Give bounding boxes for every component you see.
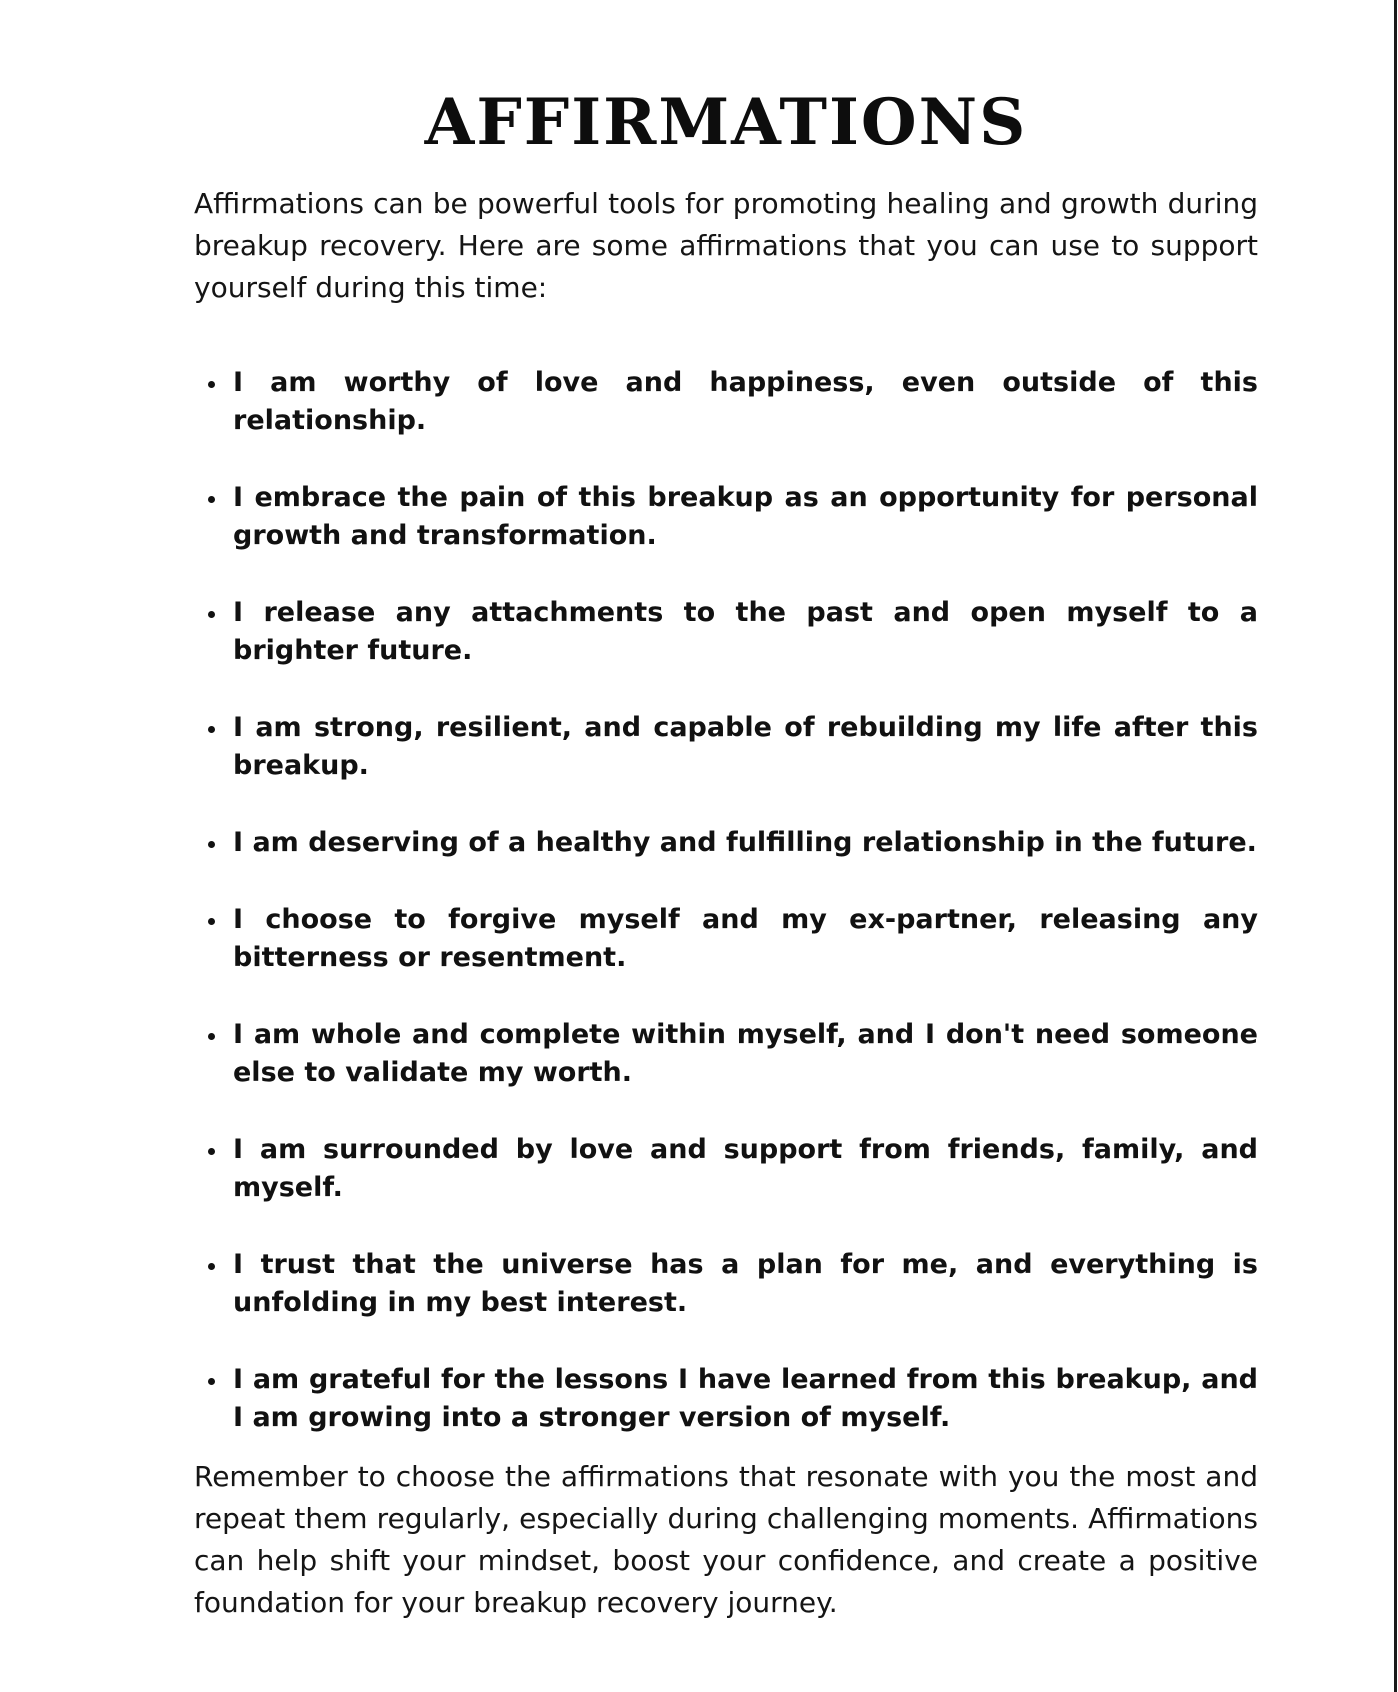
list-item xyxy=(194,1131,1258,1207)
bullet-icon xyxy=(208,611,215,618)
bullet-icon xyxy=(208,1033,215,1040)
list-item xyxy=(194,1246,1258,1322)
bullet-icon xyxy=(208,841,215,848)
affirmation-text: I am grateful for the lessons I have learned from this breakup, and I am growing into a stronger version of myself. xyxy=(233,1364,1258,1433)
list-item xyxy=(194,479,1258,555)
bullet-icon xyxy=(208,1148,215,1155)
affirmation-text: I am deserving of a healthy and fulfilling relationship in the future. xyxy=(233,827,1257,858)
bullet-icon xyxy=(208,726,215,733)
affirmation-text: I trust that the universe has a plan for me, and everything is unfolding in my best interest. xyxy=(233,1249,1258,1318)
list-item xyxy=(194,1016,1258,1092)
affirmation-text: I choose to forgive myself and my ex-partner, releasing any bitterness or resentment. xyxy=(233,904,1258,973)
affirmation-text: I am surrounded by love and support from friends, family, and myself. xyxy=(233,1134,1258,1203)
list-item xyxy=(194,1361,1258,1437)
bullet-icon xyxy=(208,918,215,925)
list-item xyxy=(194,594,1258,670)
closing-paragraph: Remember to choose the affirmations that resonate with you the most and repeat them regularly, especially during challenging moments. Affirmations can help shift your mindset, boost your confidence, and create a positive foundation for your breakup recovery journey. xyxy=(194,1460,1258,1619)
list-item xyxy=(194,824,1258,862)
page-title: AFFIRMATIONS xyxy=(424,85,1028,160)
bullet-icon xyxy=(208,1378,215,1385)
affirmations-list xyxy=(194,364,1258,1476)
affirmation-text: I am worthy of love and happiness, even outside of this relationship. xyxy=(233,367,1258,436)
list-item xyxy=(194,709,1258,785)
bullet-icon xyxy=(208,496,215,503)
affirmation-text: I am strong, resilient, and capable of rebuilding my life after this breakup. xyxy=(233,712,1258,781)
bullet-icon xyxy=(208,1263,215,1270)
affirmation-text: I am whole and complete within myself, and I don't need someone else to validate my worth. xyxy=(233,1019,1258,1088)
bullet-icon xyxy=(208,381,215,388)
affirmation-text: I embrace the pain of this breakup as an opportunity for personal growth and transformation. xyxy=(233,482,1258,551)
affirmation-text: I release any attachments to the past and open myself to a brighter future. xyxy=(233,597,1258,666)
page-edge-line xyxy=(1394,0,1397,1692)
intro-paragraph: Affirmations can be powerful tools for promoting healing and growth during breakup recovery. Here are some affirmations that you can use to support yourself during this time: xyxy=(194,187,1258,304)
list-item xyxy=(194,901,1258,977)
list-item xyxy=(194,364,1258,440)
